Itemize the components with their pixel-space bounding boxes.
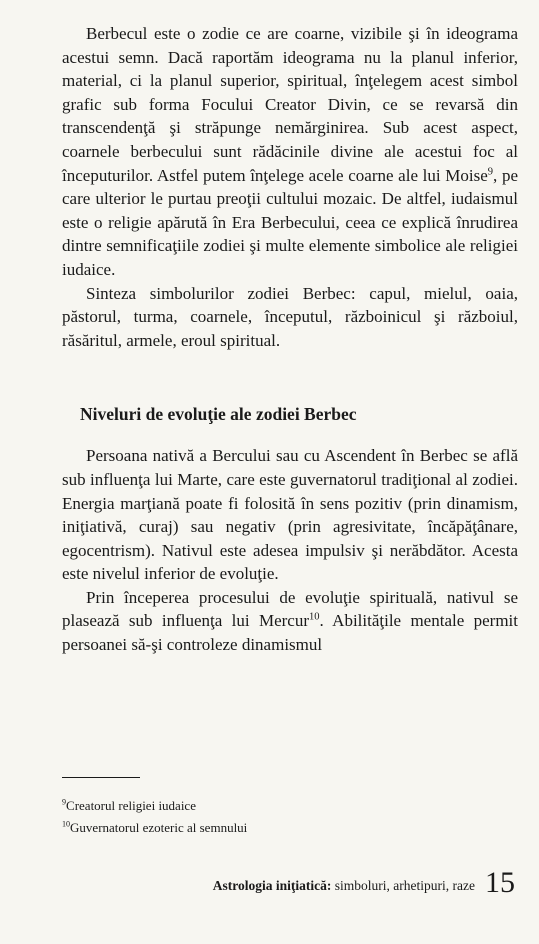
footnote-ref-9: 9 xyxy=(487,165,494,177)
footnote-ref-10: 10 xyxy=(308,611,320,623)
paragraph-4-text-b: . Abilităţile mentale permit persoanei să-şi controleze dinamismul xyxy=(62,611,518,655)
footnote-text: Creatorul religiei iudaice xyxy=(66,798,196,813)
footnote-10 xyxy=(62,817,502,839)
footnote-text: Guvernatorul ezoteric al semnului xyxy=(70,820,248,835)
body-text xyxy=(62,22,518,657)
footnotes xyxy=(62,795,502,839)
paragraph-2: Sinteza simbolurilor zodiei Berbec: capul, mielul, oaia, păstorul, turma, coarnele, începutul, războinicul şi războiul, răsăritul, armele, eroul spiritual. xyxy=(62,283,518,350)
running-footer xyxy=(213,868,515,898)
footnote-marker: 10 xyxy=(62,819,71,829)
page-number: 15 xyxy=(485,866,515,899)
paragraph-1 xyxy=(62,22,518,282)
paragraph-4 xyxy=(62,586,518,657)
book-subtitle: simboluri, arhetipuri, raze xyxy=(331,878,475,893)
footnote-divider xyxy=(62,777,140,778)
paragraph-4-text-a: Prin începerea procesului de evoluţie spirituală, nativul se plasează sub influenţa lui Mercur xyxy=(62,587,518,631)
paragraph-1-text-b: , pe care ulterior le purtau preoţii cultului mozaic. De altfel, iudaismul este o religie apărută în Era Berbecului, ceea ce explică înrudirea dintre semnificaţiile zodiei şi multe elemente simbolice ale religiei iudaice. xyxy=(62,165,518,279)
running-title xyxy=(213,878,475,898)
footnote-marker: 9 xyxy=(62,797,67,807)
paragraph-3: Persoana nativă a Bercului sau cu Ascendent în Berbec se află sub influenţa lui Marte, care este guvernatorul tradiţional al zodiei. Energia marţiană poate fi folosită în sens pozitiv (prin dinamism, iniţiativă, curaj) sau negativ (prin agresivitate, încăpăţânare, egocentrism). Nativul este adesea impulsiv şi nerăbdător. Acesta este nivelul inferior de evoluţie. xyxy=(62,446,518,584)
paragraph-1-text-a: Berbecul este o zodie ce are coarne, vizibile şi în ideograma acestui semn. Dacă raportăm ideograma nu la planul inferior, material, ci la planul superior, spiritual, înţelegem acest simbol grafic sub forma Focului Creator Divin, ce se revarsă din transcendenţă şi străpunge nemărginirea. Sub acest aspect, coarnele berbecului sunt rădăcinile divine ale acestui foc al începuturilor. Astfel putem înţelege acele coarne ale lui Moise xyxy=(62,24,518,185)
section-heading: Niveluri de evoluţie ale zodiei Berbec xyxy=(80,404,357,425)
footnote-9 xyxy=(62,795,502,817)
book-title: Astrologia iniţiatică: xyxy=(212,878,332,893)
